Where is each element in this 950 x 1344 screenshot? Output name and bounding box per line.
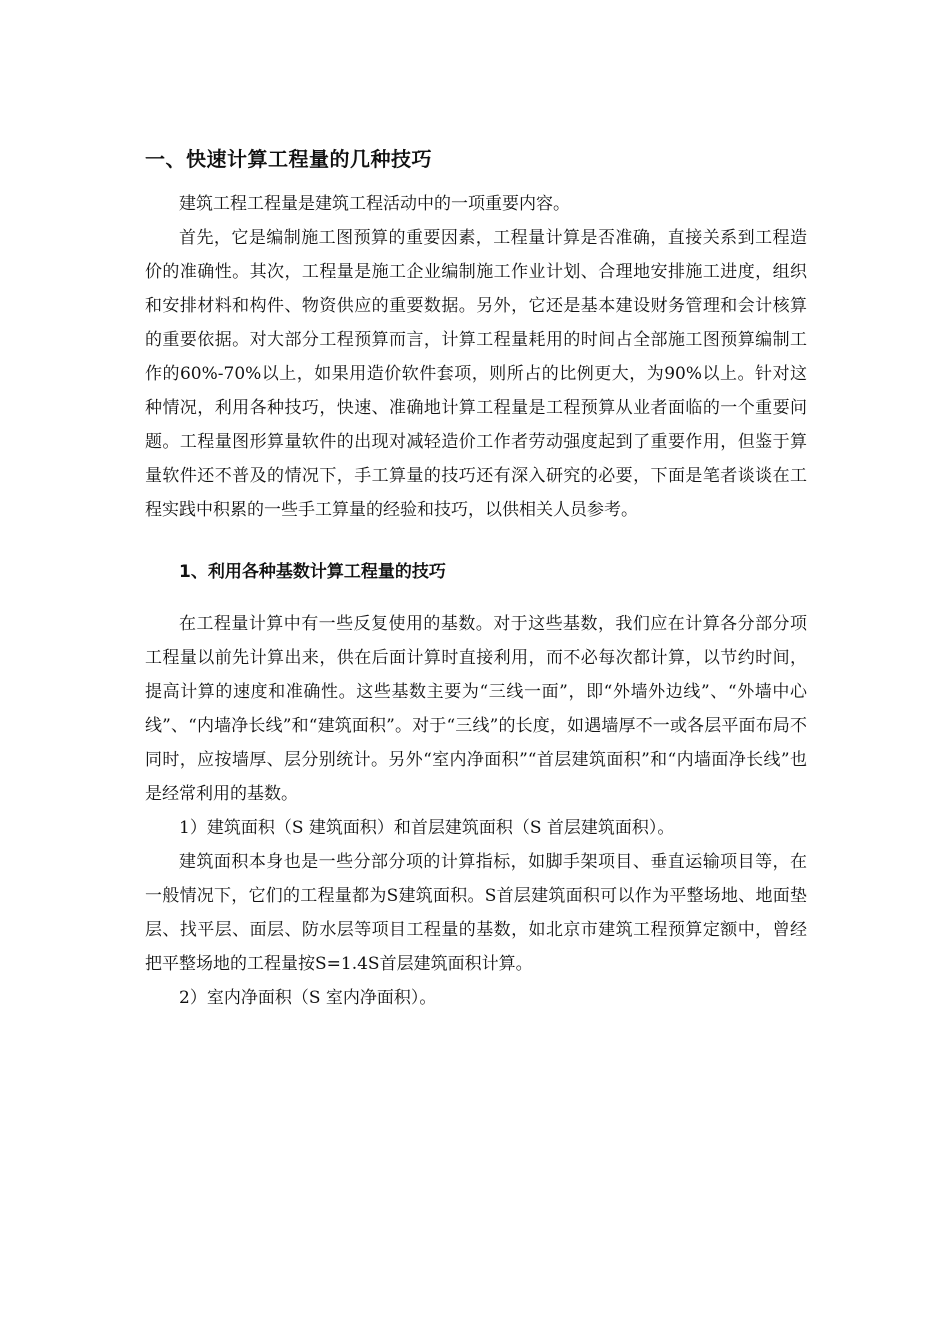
intro-paragraph: 建筑工程工程量是建筑工程活动中的一项重要内容。 bbox=[179, 194, 570, 214]
body-paragraph: 在工程量计算中有一些反复使用的基数。对于这些基数，我们应在计算各分部分项工程量以前先计算出来，供在后面计算时直接利用，而不必每次都计算，以节约时间，提高计算的速度和准确性。这些基数主要为“三线一面”，即“外墙外边线”、“外墙中心线”、“内墙净长线”和“建筑面积”。对于“三线”的长度，如遇墙厚不一或各层平面布局不同时，应按墙厚、层分别统计。另外“室内净面积”“首层建筑面积”和“内墙面净长线”也是经常利用的基数。 bbox=[145, 614, 807, 804]
section-heading: 一、快速计算工程量的几种技巧 bbox=[145, 147, 432, 171]
list-item-heading: 2）室内净面积（S 室内净面积）。 bbox=[179, 988, 437, 1008]
subsection-heading: 1、利用各种基数计算工程量的技巧 bbox=[179, 562, 446, 582]
list-item-heading: 1）建筑面积（S 建筑面积）和首层建筑面积（S 首层建筑面积）。 bbox=[179, 818, 675, 838]
body-paragraph: 首先，它是编制施工图预算的重要因素，工程量计算是否准确，直接关系到工程造价的准确性。其次，工程量是施工企业编制施工作业计划、合理地安排施工进度，组织和安排材料和构件、物资供应的重要数据。另外，它还是基本建设财务管理和会计核算的重要依据。对大部分工程预算而言，计算工程量耗用的时间占全部施工图预算编制工作的60%-70%以上，如果用造价软件套项，则所占的比例更大，为90%以上。针对这种情况，利用各种技巧，快速、准确地计算工程量是工程预算从业者面临的一个重要问题。工程量图形算量软件的出现对减轻造价工作者劳动强度起到了重要作用，但鉴于算量软件还不普及的情况下，手工算量的技巧还有深入研究的必要，下面是笔者谈谈在工程实践中积累的一些手工算量的经验和技巧，以供相关人员参考。 bbox=[145, 228, 807, 520]
body-paragraph: 建筑面积本身也是一些分部分项的计算指标，如脚手架项目、垂直运输项目等，在一般情况下，它们的工程量都为S建筑面积。S首层建筑面积可以作为平整场地、地面垫层、找平层、面层、防水层等项目工程量的基数，如北京市建筑工程预算定额中，曾经把平整场地的工程量按S=1.4S首层建筑面积计算。 bbox=[145, 852, 807, 974]
document-body bbox=[145, 145, 807, 1015]
